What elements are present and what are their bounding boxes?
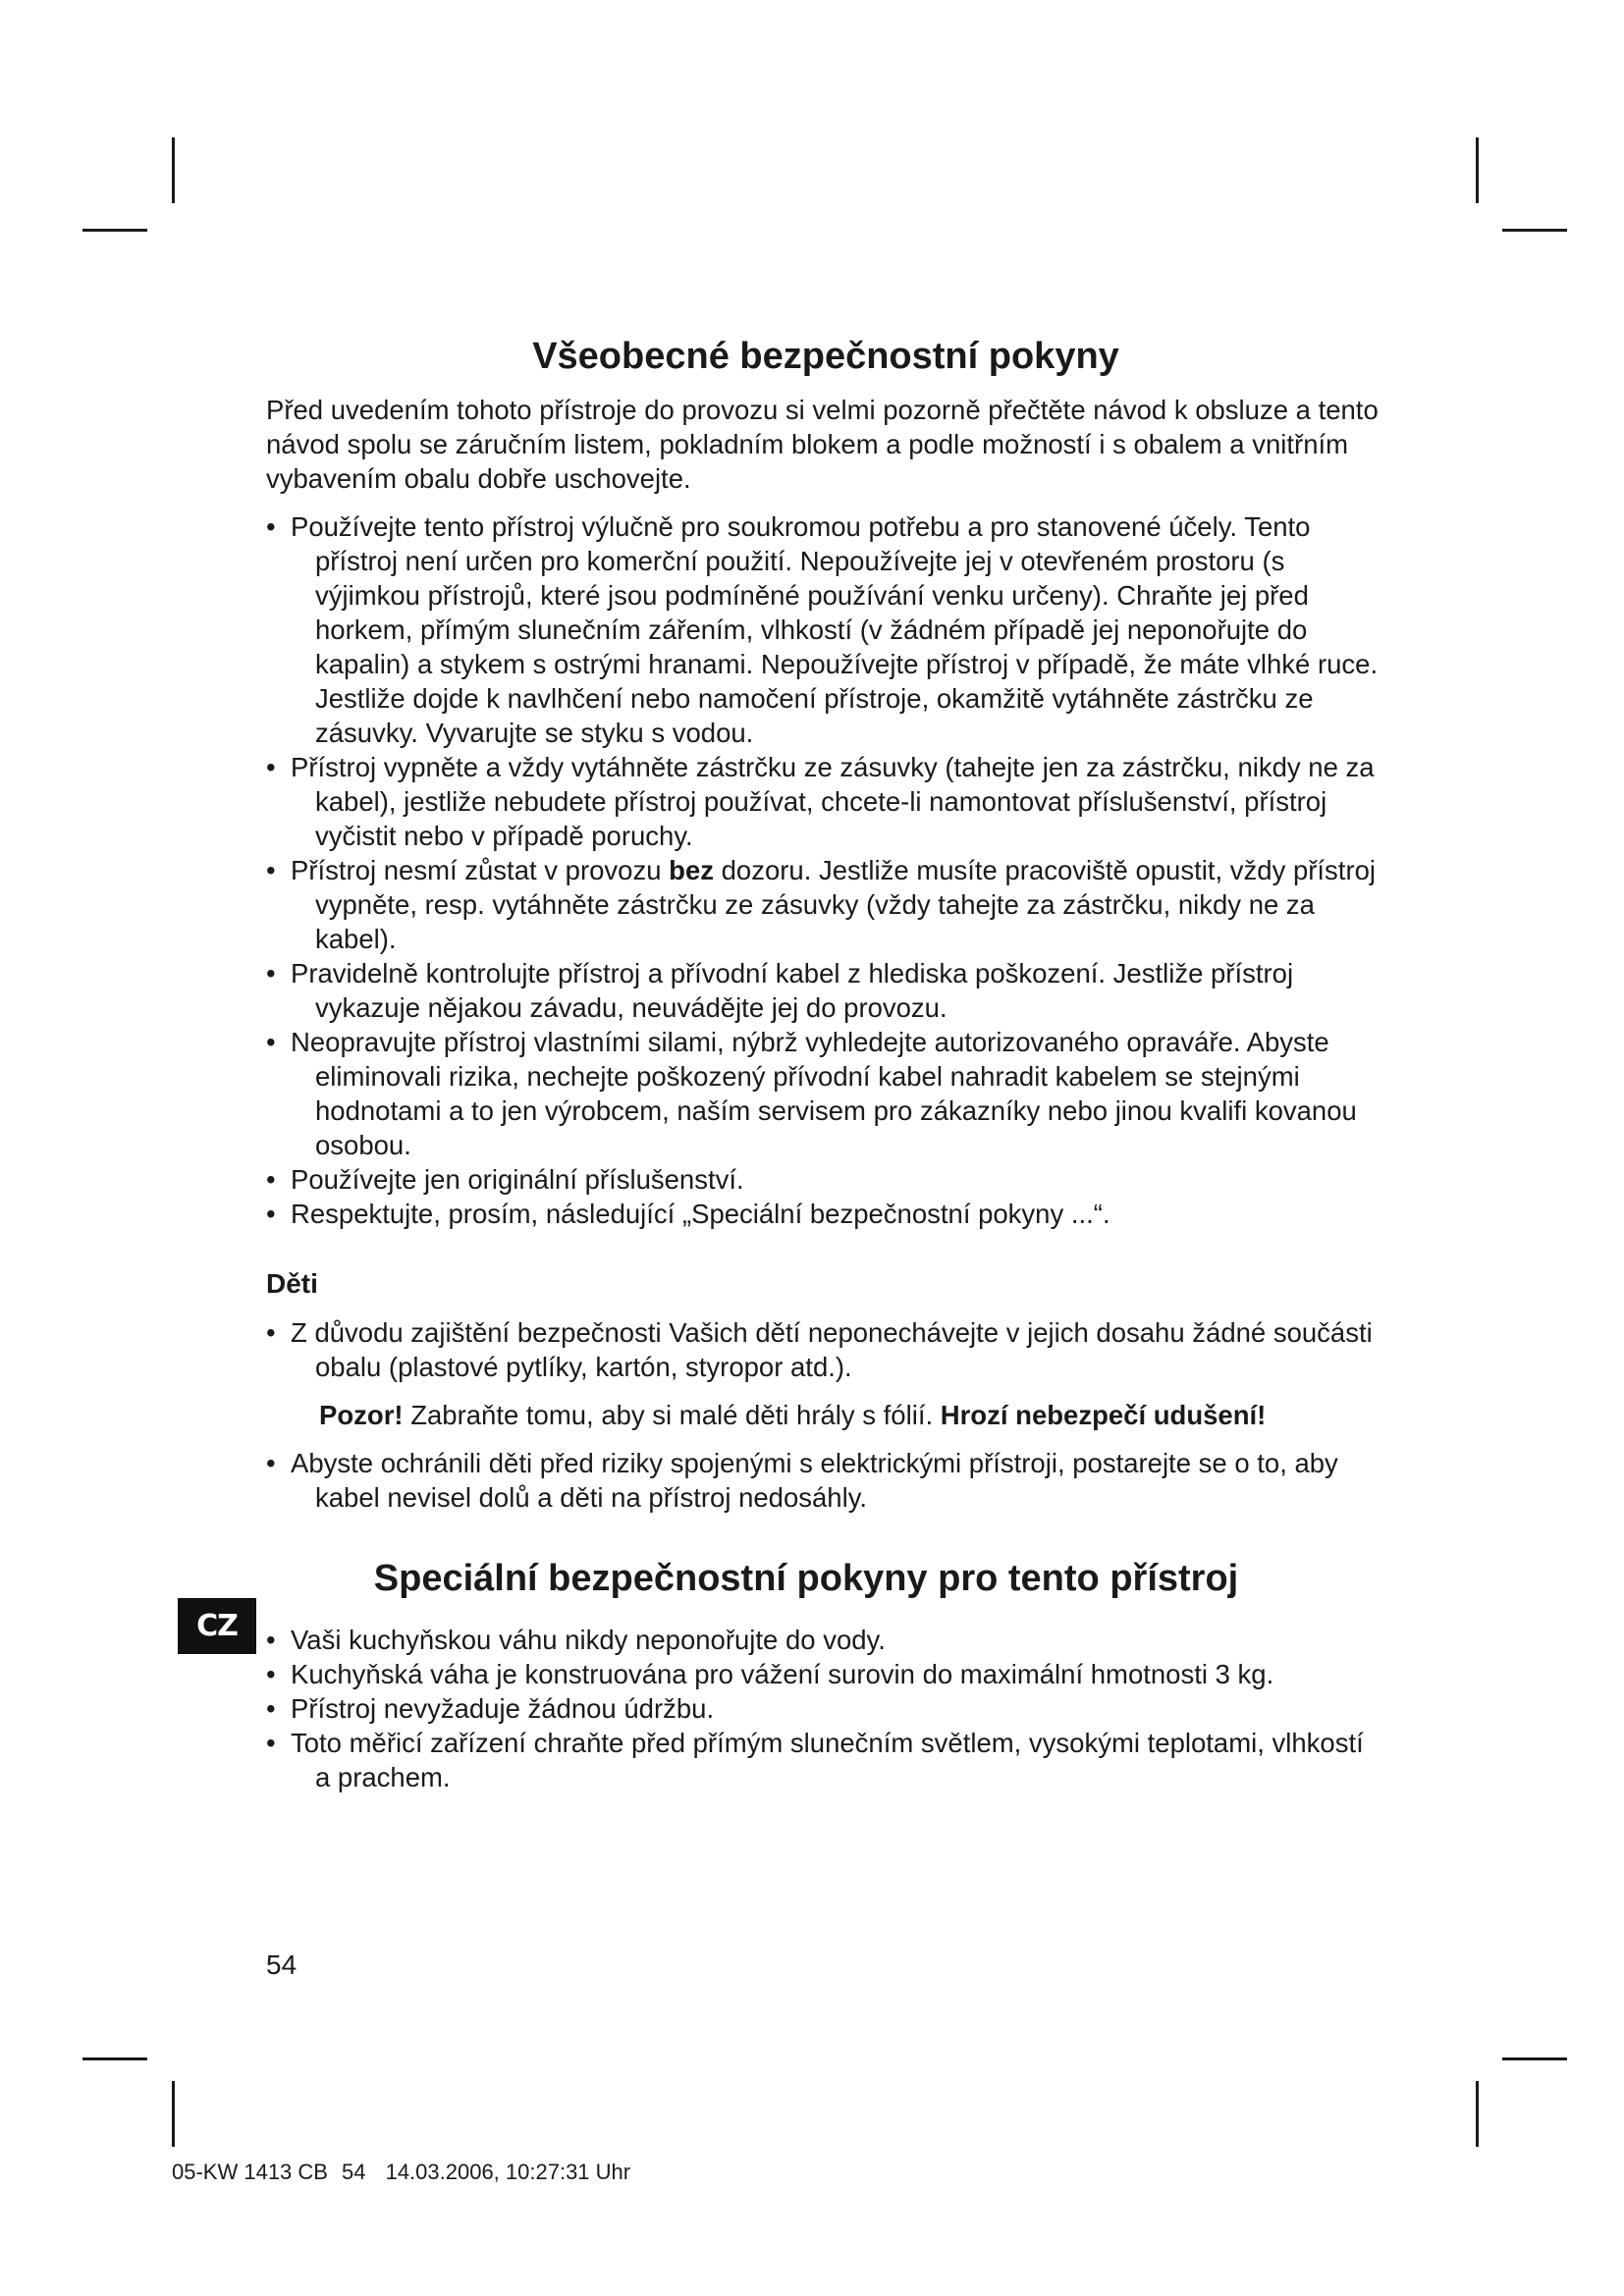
crop-mark-bottom-left-horizontal (82, 2057, 147, 2060)
document-body (266, 334, 1385, 1794)
list-item: • Přístroj nevyžaduje žádnou údržbu. (266, 1691, 1385, 1726)
intro-paragraph: Před uvedením tohoto přístroje do provozu si velmi pozorně přečtěte návod k obsluze a tento návod spolu se záručním listem, pokladním blokem a podle možností i s obalem a vnitřním vybavením obalu dobře uschovejte. (266, 395, 1379, 494)
children-list (266, 1315, 1385, 1384)
language-tab-badge: CZ (178, 1598, 256, 1654)
warning-label: Pozor! (319, 1400, 404, 1430)
list-item: • Používejte jen originální příslušenství. (266, 1162, 1385, 1197)
list-item: • Vaši kuchyňskou váhu nikdy neponořujte do vody. (266, 1623, 1385, 1657)
print-footer (172, 2160, 630, 2185)
footer-page: 54 (341, 2160, 366, 2184)
list-item: • Přístroj vypněte a vždy vytáhněte zástrčku ze zásuvky (tahejte jen za zástrčku, nikdy ne za kabel), jestliže nebudete přístroj používat, chcete-li namontovat příslušenství, přístroj vyčistit nebo v případě poruchy. (266, 750, 1385, 853)
bold-word: bez (669, 855, 714, 885)
special-safety-list (266, 1623, 1385, 1794)
footer-job: 05-KW 1413 CB (172, 2160, 328, 2184)
crop-mark-top-right-vertical (1476, 137, 1479, 203)
list-item: • Neopravujte přístroj vlastními silami, nýbrž vyhledejte autorizovaného opraváře. Abyste eliminovali rizika, nechejte poškozený přívodní kabel nahradit kabelem se stejnými hodnotami a to jen výrobcem, naším servisem pro zákazníky nebo jinou kvalifi kovanou osobou. (266, 1025, 1385, 1162)
crop-mark-bottom-right-vertical (1476, 2081, 1479, 2147)
special-safety-title: Speciální bezpečnostní pokyny pro tento přístroj (373, 1558, 1239, 1599)
bullet-text: dozoru. Jestliže musíte pracoviště opustit, vždy přístroj vypněte, resp. vytáhněte zástrčku ze zásuvky (vždy tahejte za zástrčku, nikdy ne za kabel). (315, 855, 1377, 954)
list-item: • Toto měřicí zařízení chraňte před přímým slunečním světlem, vysokými teplotami, vlhkostí a prachem. (266, 1726, 1385, 1794)
crop-mark-bottom-right-horizontal (1502, 2057, 1567, 2060)
list-item: • Z důvodu zajištění bezpečnosti Vašich dětí neponechávejte v jejich dosahu žádné součásti obalu (plastové pytlíky, kartón, styropor atd.). (266, 1315, 1385, 1384)
crop-mark-top-right-horizontal (1502, 229, 1567, 232)
children-list-2 (266, 1446, 1385, 1515)
suffocation-warning (319, 1398, 1385, 1432)
general-safety-title: Všeobecné bezpečnostní pokyny (532, 336, 1119, 377)
list-item (266, 853, 1385, 956)
crop-mark-top-left-horizontal (82, 229, 147, 232)
children-heading: Děti (266, 1268, 318, 1299)
general-safety-list (266, 509, 1385, 1231)
page-number: 54 (266, 1949, 298, 1980)
list-item: • Používejte tento přístroj výlučně pro soukromou potřebu a pro stanovené účely. Tento přístroj není určen pro komerční použití. Nepoužívejte jej v otevřeném prostoru (s výjimkou přístrojů, které jsou podmíněné používání venku určeny). Chraňte jej před horkem, přímým slunečním zářením, vlhkostí (v žádném případě jej neponořujte do kapalin) a stykem s ostrými hranami. Nepoužívejte přístroj v případě, že máte vlhké ruce. Jestliže dojde k navlhčení nebo namočení přístroje, okamžitě vytáhněte zástrčku ze zásuvky. Vyvarujte se styku s vodou. (266, 509, 1385, 750)
list-item: • Respektujte, prosím, následující „Speciální bezpečnostní pokyny ...“. (266, 1197, 1385, 1231)
warning-text: Zabraňte tomu, aby si malé děti hrály s fólií. (410, 1400, 934, 1430)
list-item: • Pravidelně kontrolujte přístroj a přívodní kabel z hlediska poškození. Jestliže přístroj vykazuje nějakou závadu, neuvádějte jej do provozu. (266, 956, 1385, 1025)
danger-text: Hrozí nebezpečí udušení! (940, 1400, 1267, 1430)
bullet-text: Přístroj nesmí zůstat v provozu (291, 855, 662, 885)
list-item: • Abyste ochránili děti před riziky spojenými s elektrickými přístroji, postarejte se o to, aby kabel nevisel dolů a děti na přístroj nedosáhly. (266, 1446, 1385, 1515)
crop-mark-top-left-vertical (172, 137, 175, 203)
list-item: • Kuchyňská váha je konstruována pro vážení surovin do maximální hmotnosti 3 kg. (266, 1657, 1385, 1691)
footer-timestamp: 14.03.2006, 10:27:31 Uhr (385, 2160, 631, 2184)
crop-mark-bottom-left-vertical (172, 2081, 175, 2147)
